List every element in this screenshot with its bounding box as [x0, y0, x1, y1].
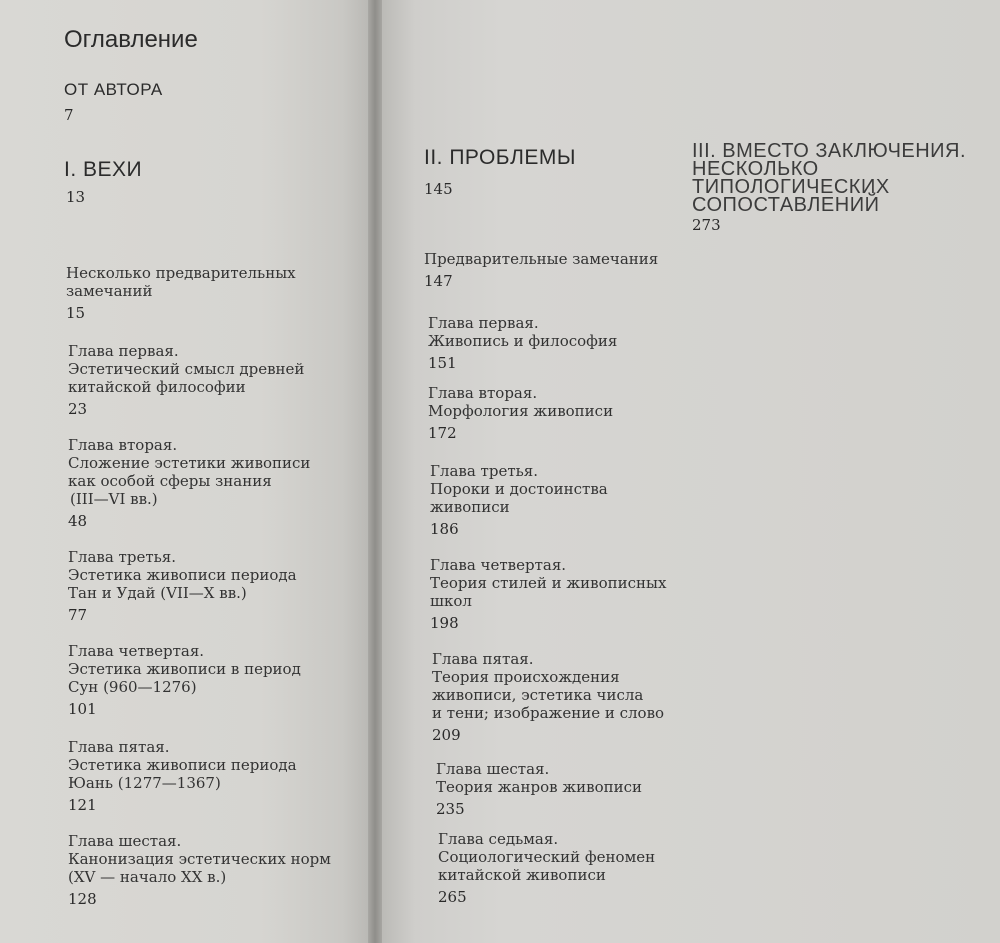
entry-page: 235 — [436, 800, 465, 818]
entry-page: 209 — [432, 726, 461, 744]
toc-entry[interactable] — [428, 384, 613, 442]
entry-line: Глава пятая. — [68, 738, 170, 756]
toc-entry[interactable] — [68, 832, 331, 908]
book-spine — [368, 0, 382, 943]
toc-entry[interactable] — [68, 342, 304, 418]
toc-entry[interactable] — [438, 830, 655, 906]
entry-page: 186 — [430, 520, 459, 538]
entry-line: Глава вторая. — [68, 436, 178, 454]
entry-line: Тан и Удай (VII—X вв.) — [68, 584, 247, 602]
entry-line: Канонизация эстетических норм — [68, 850, 331, 868]
entry-line: Эстетика живописи периода — [68, 756, 297, 774]
entry-line: Предварительные замечания — [424, 250, 659, 268]
entry-page: 121 — [68, 796, 97, 814]
entry-page: 77 — [68, 606, 88, 624]
entry-line: Глава третья. — [68, 548, 177, 566]
entry-line: Сун (960—1276) — [68, 678, 197, 696]
entry-line: Эстетика живописи периода — [68, 566, 297, 584]
entry-line: (III—VI вв.) — [70, 490, 158, 508]
toc-entry[interactable] — [430, 462, 608, 538]
entry-page: 147 — [424, 272, 453, 290]
entry-page: 15 — [66, 304, 86, 322]
entry-line: Морфология живописи — [428, 402, 614, 420]
toc-entry[interactable] — [428, 314, 617, 372]
entry-page: 265 — [438, 888, 467, 906]
entry-line: Глава первая. — [428, 314, 539, 332]
toc-entry[interactable] — [68, 738, 297, 814]
entry-page: 48 — [68, 512, 88, 530]
entry-line: и тени; изображение и слово — [432, 704, 665, 722]
entry-line: Теория стилей и живописных — [430, 574, 667, 592]
preface-heading: ОТ АВТОРА — [64, 80, 163, 99]
entry-line: Глава вторая. — [428, 384, 538, 402]
part-3-heading-line: ТИПОЛОГИЧЕСКИХ — [692, 176, 890, 198]
entry-line: китайской живописи — [438, 866, 606, 884]
entry-line: Глава первая. — [68, 342, 179, 360]
part-3-heading-line: СОПОСТАВЛЕНИЙ — [692, 194, 880, 216]
toc-entry[interactable] — [68, 642, 301, 718]
toc-entry[interactable] — [424, 250, 658, 290]
toc-entry[interactable] — [432, 650, 664, 744]
entry-line: Глава четвертая. — [430, 556, 567, 574]
entry-page: 172 — [428, 424, 457, 442]
part-1-page: 13 — [66, 188, 86, 206]
entry-line: Социологический феномен — [438, 848, 656, 866]
part-3-page: 273 — [692, 216, 721, 234]
entry-line: Теория происхождения — [432, 668, 620, 686]
entry-line: Глава четвертая. — [68, 642, 205, 660]
entry-line: замечаний — [66, 282, 153, 300]
entry-line: Сложение эстетики живописи — [68, 454, 311, 472]
toc-entry[interactable] — [68, 548, 297, 624]
toc-entry[interactable] — [436, 760, 642, 818]
part-2-page: 145 — [424, 180, 453, 198]
part-3-block[interactable] — [692, 142, 966, 234]
toc-entry[interactable] — [68, 436, 310, 530]
entry-line: как особой сферы знания — [68, 472, 272, 490]
entry-line: Теория жанров живописи — [436, 778, 642, 796]
entry-line: живописи — [430, 498, 510, 516]
entry-line: Глава третья. — [430, 462, 539, 480]
entry-line: Живопись и философия — [428, 332, 618, 350]
entry-line: Пороки и достоинства — [430, 480, 608, 498]
entry-line: (XV — начало XX в.) — [68, 868, 227, 886]
entry-page: 101 — [68, 700, 97, 718]
entry-line: Эстетический смысл древней — [68, 360, 305, 378]
entry-line: живописи, эстетика числа — [432, 686, 644, 704]
toc-entry[interactable] — [430, 556, 666, 632]
part-2-heading: II. ПРОБЛЕМЫ — [424, 146, 576, 169]
contents-title: Оглавление — [64, 26, 198, 53]
part-3-heading-line: III. ВМЕСТО ЗАКЛЮЧЕНИЯ. — [692, 140, 967, 162]
entry-line: Глава шестая. — [68, 832, 182, 850]
entry-line: Юань (1277—1367) — [68, 774, 221, 792]
entry-line: Несколько предварительных — [66, 264, 296, 282]
entry-line: Глава седьмая. — [438, 830, 559, 848]
part-1-heading: I. ВЕХИ — [64, 158, 143, 181]
entry-line: школ — [430, 592, 472, 610]
entry-page: 23 — [68, 400, 88, 418]
preface-page: 7 — [64, 106, 74, 124]
entry-page: 128 — [68, 890, 97, 908]
entry-page: 151 — [428, 354, 457, 372]
part-3-heading-line: НЕСКОЛЬКО — [692, 158, 819, 180]
toc-entry[interactable] — [66, 264, 296, 322]
entry-line: Глава пятая. — [432, 650, 534, 668]
entry-page: 198 — [430, 614, 459, 632]
entry-line: Эстетика живописи в период — [68, 660, 301, 678]
entry-line: Глава шестая. — [436, 760, 550, 778]
entry-line: китайской философии — [68, 378, 246, 396]
